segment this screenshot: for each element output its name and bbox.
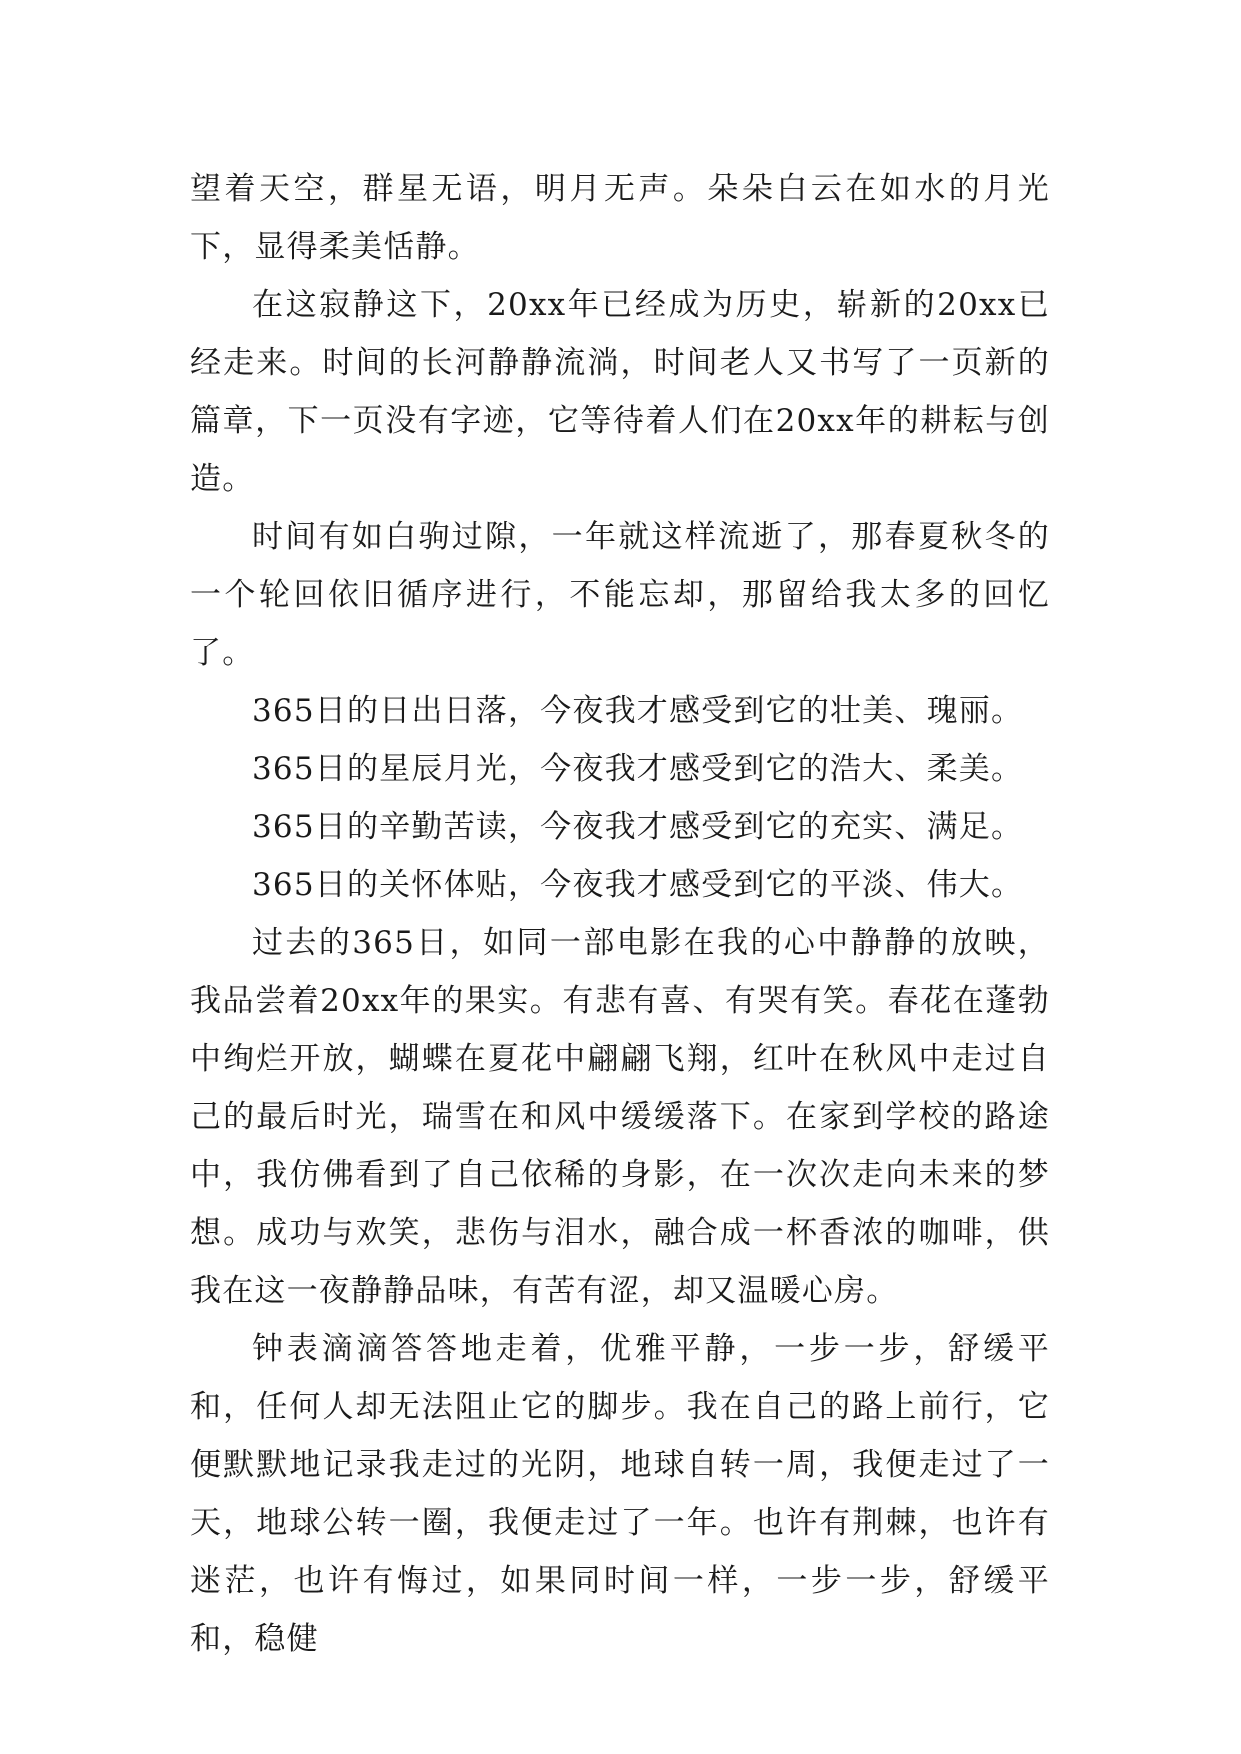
paragraph-2: 在这寂静这下，20xx年已经成为历史，崭新的20xx已经走来。时间的长河静静流淌，时间老人又书写了一页新的篇章，下一页没有字迹，它等待着人们在20xx年的耕耘与创造。 [190,287,1050,497]
paragraph-4: 365日的日出日落，今夜我才感受到它的壮美、瑰丽。 [252,693,1024,729]
paragraph-8: 过去的365日，如同一部电影在我的心中静静的放映，我品尝着20xx年的果实。有悲有喜、有哭有笑。春花在蓬勃中绚烂开放，蝴蝶在夏花中翩翩飞翔，红叶在秋风中走过自己的最后时光，瑞雪在和风中缓缓落下。在家到学校的路途中，我仿佛看到了自己依稀的身影，在一次次走向未来的梦想。成功与欢笑，悲伤与泪水，融合成一杯香浓的咖啡，供我在这一夜静静品味，有苦有涩，却又温暖心房。 [190,925,1050,1309]
document-body [190,160,1050,1668]
paragraph-1: 望着天空，群星无语，明月无声。朵朵白云在如水的月光下，显得柔美恬静。 [190,171,1050,265]
paragraph-7: 365日的关怀体贴，今夜我才感受到它的平淡、伟大。 [252,867,1024,903]
paragraph-5: 365日的星辰月光，今夜我才感受到它的浩大、柔美。 [252,751,1024,787]
paragraph-3: 时间有如白驹过隙，一年就这样流逝了，那春夏秋冬的一个轮回依旧循序进行，不能忘却，那留给我太多的回忆了。 [190,519,1050,671]
paragraph-9: 钟表滴滴答答地走着，优雅平静，一步一步，舒缓平和，任何人却无法阻止它的脚步。我在自己的路上前行，它便默默地记录我走过的光阴，地球自转一周，我便走过了一天，地球公转一圈，我便走过了一年。也许有荆棘，也许有迷茫，也许有悔过，如果同时间一样，一步一步，舒缓平和，稳健 [190,1331,1050,1657]
paragraph-6: 365日的辛勤苦读，今夜我才感受到它的充实、满足。 [252,809,1024,845]
